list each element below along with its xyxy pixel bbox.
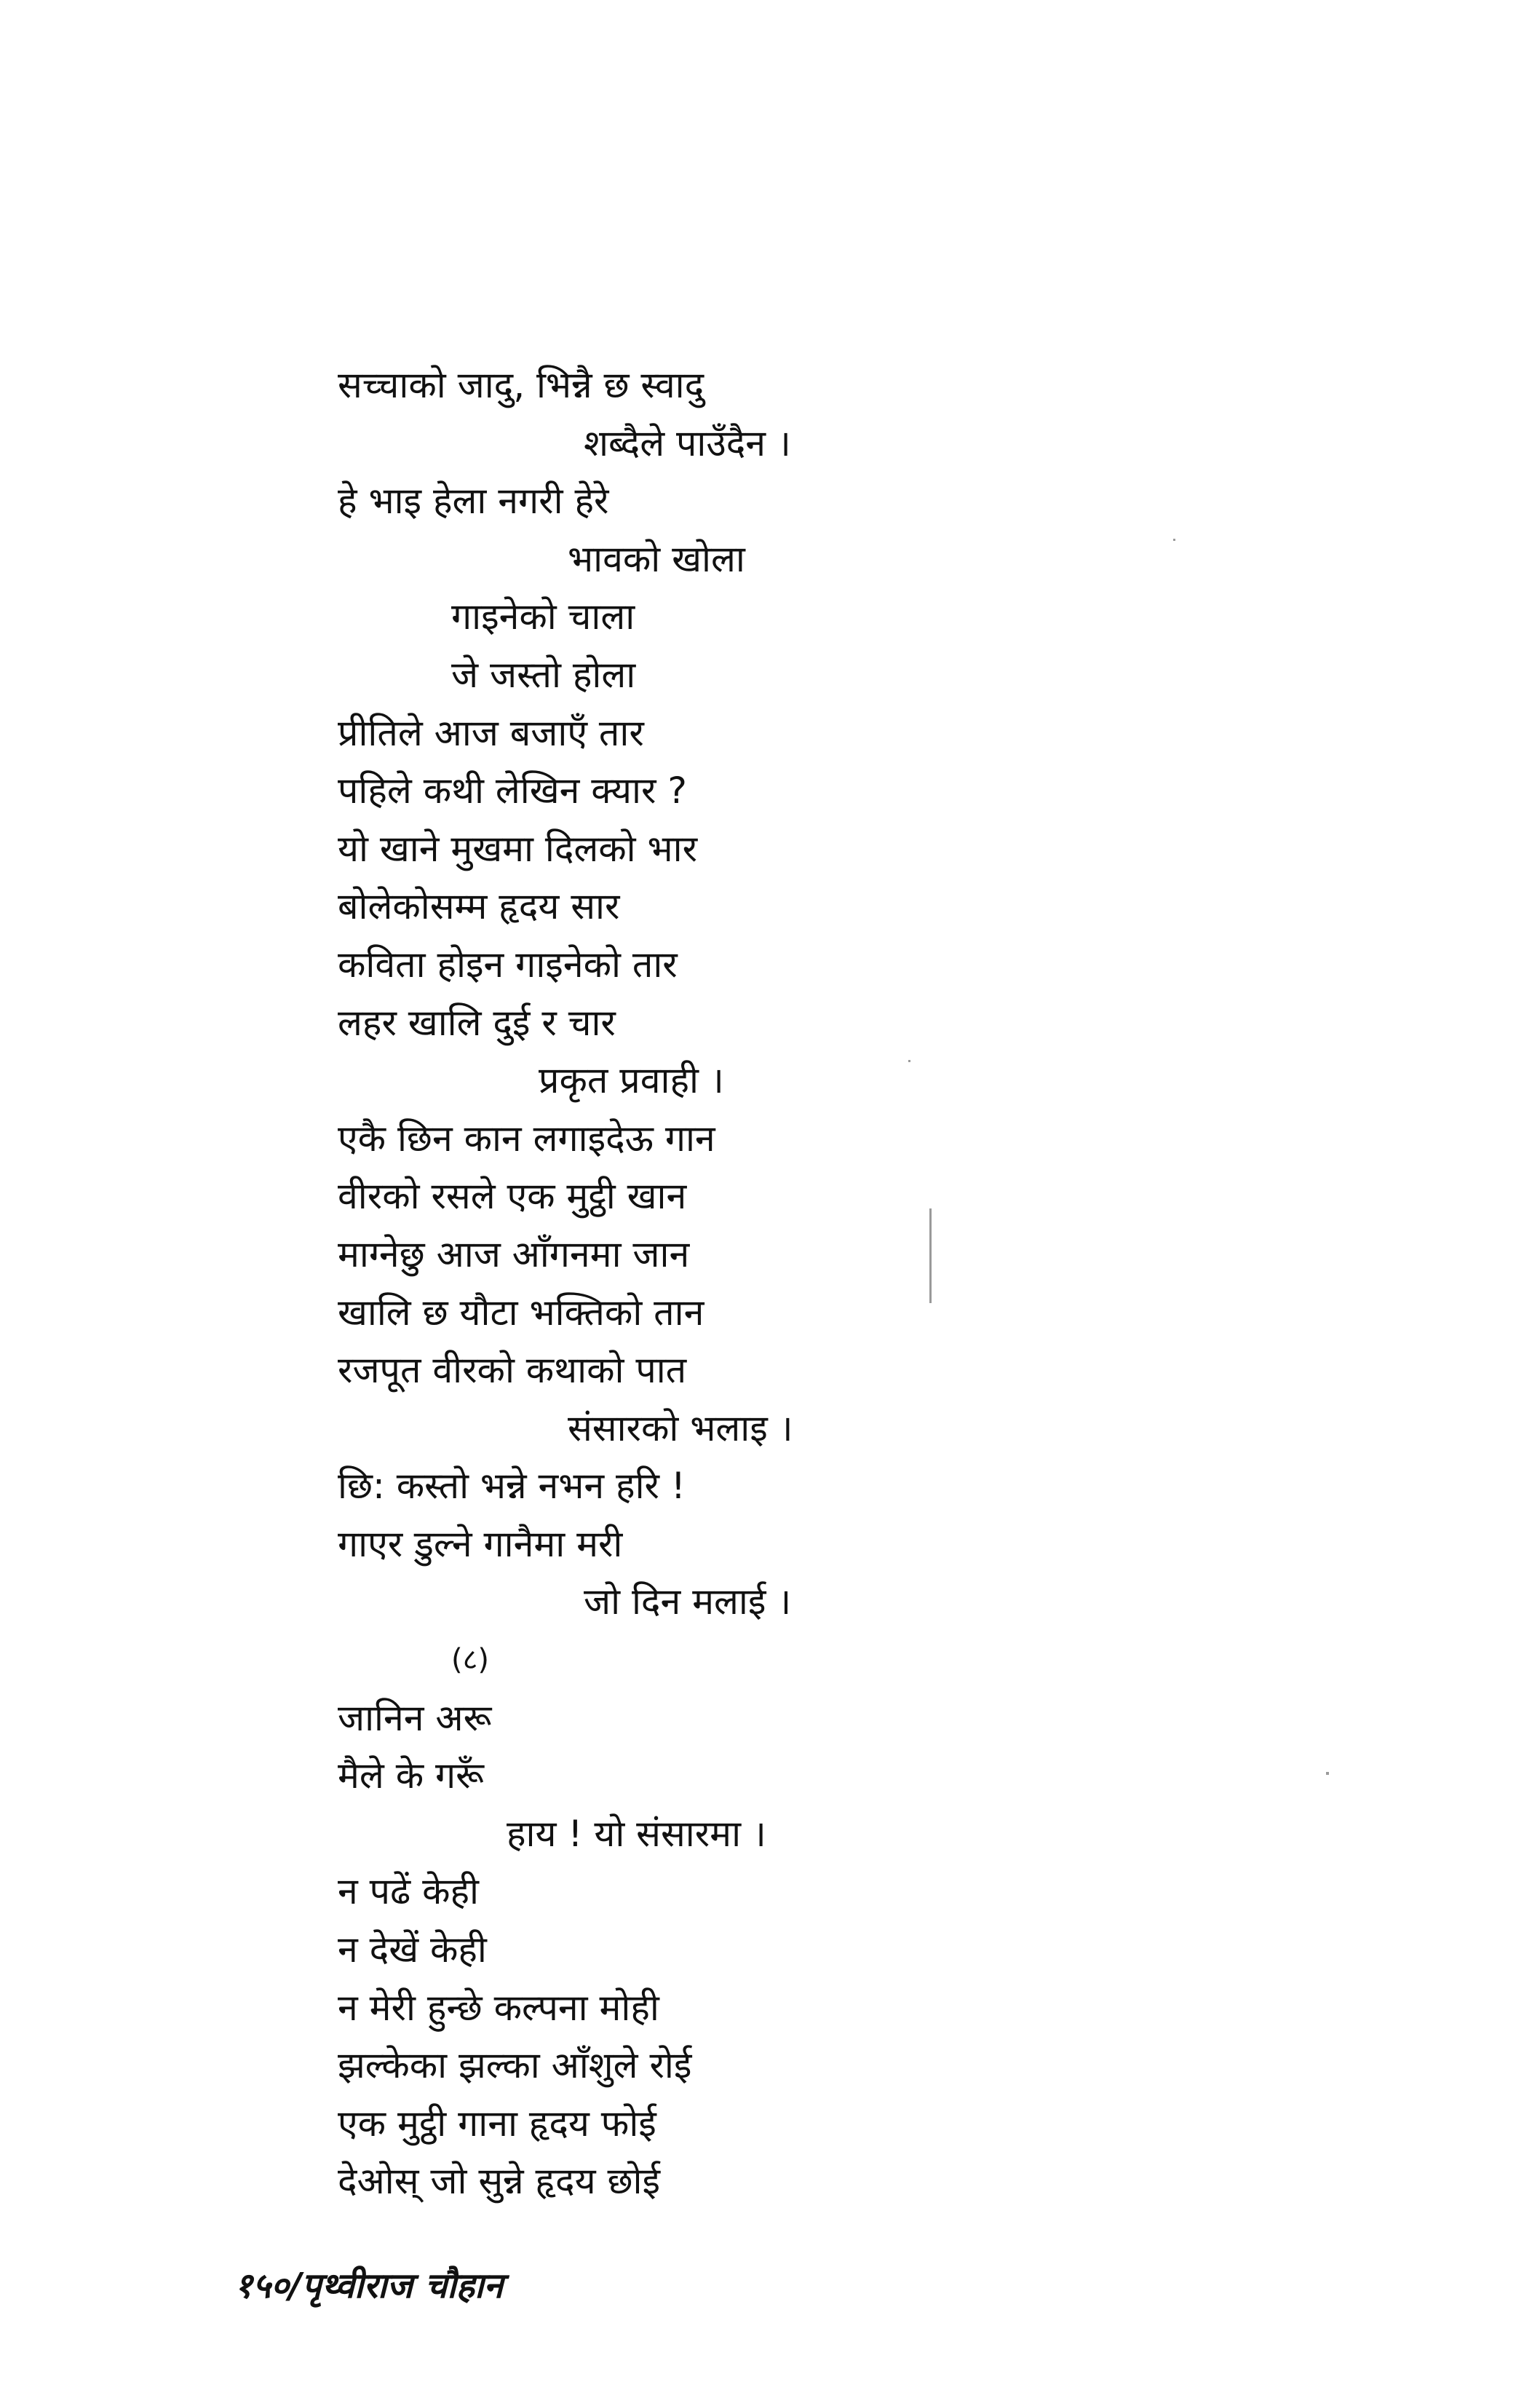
poem-line: प्रकृत प्रवाही । (539, 1059, 724, 1102)
poem-line: गाएर डुल्ने गानैमा मरी (338, 1522, 623, 1565)
section-number: (८) (451, 1643, 490, 1677)
poem-line: लहर खालि दुई र चार (338, 1001, 616, 1044)
poem-line: एकै छिन कान लगाइदेऊ गान (338, 1117, 715, 1160)
poem-line: मैले के गरूँ (338, 1754, 484, 1797)
poem-line: रजपूत वीरको कथाको पात (338, 1349, 687, 1392)
scan-mark (1326, 1772, 1329, 1775)
poem-line: खालि छ यौटा भक्तिको तान (338, 1291, 704, 1334)
poem-line: छि: कस्तो भन्ने नभन हरि ! (338, 1465, 686, 1508)
page-footer: १५०/पृथ्वीराज चौहान (234, 2266, 504, 2306)
poem-line: संसारको भलाइ । (568, 1406, 793, 1449)
poem-line: माग्नेछु आज आँगनमा जान (338, 1232, 690, 1275)
poem-line: झल्केका झल्का आँशुले रोई (338, 2044, 692, 2087)
poem-line: प्रीतिले आज बजाएँ तार (338, 711, 644, 754)
poem-line: जानिन अरू (338, 1696, 492, 1739)
poem-line: न देखें केही (338, 1928, 487, 1971)
poem-line: हे भाइ हेला नगरी हेरे (338, 480, 609, 523)
poem-line: सच्चाको जादु, भिन्नै छ स्वादु (338, 364, 704, 406)
poem-line: देओस् जो सुन्ने हृदय छोई (338, 2160, 661, 2203)
poem-text (338, 357, 1429, 2211)
poem-line: न पढें केही (338, 1870, 479, 1913)
poem-line: पहिले कथी लेखिन क्यार ? (338, 769, 687, 812)
scan-mark (908, 1060, 910, 1062)
poem-line: एक मुट्ठी गाना हृदय फोई (338, 2102, 656, 2145)
poem-line: कविता होइन गाइनेको तार (338, 943, 678, 986)
poem-line: यो खाने मुखमा दिलको भार (338, 827, 698, 870)
scan-mark (929, 1208, 932, 1303)
poem-line: भावको खोला (568, 537, 745, 580)
poem-line: गाइनेको चाला (451, 595, 635, 638)
poem-line: जे जस्तो होला (451, 653, 636, 696)
poem-line: बोलेकोसम्म हृदय सार (338, 885, 620, 928)
poem-line: शब्दैले पाउँदैन । (584, 422, 791, 464)
scan-mark (1173, 539, 1175, 541)
poem-line: हाय ! यो संसारमा । (507, 1812, 766, 1855)
poem-line: वीरको रसले एक मुट्ठी खान (338, 1175, 687, 1218)
poem-line: जो दिन मलाई । (584, 1580, 792, 1623)
poem-line: न मेरी हुन्छे कल्पना मोही (338, 1986, 659, 2029)
